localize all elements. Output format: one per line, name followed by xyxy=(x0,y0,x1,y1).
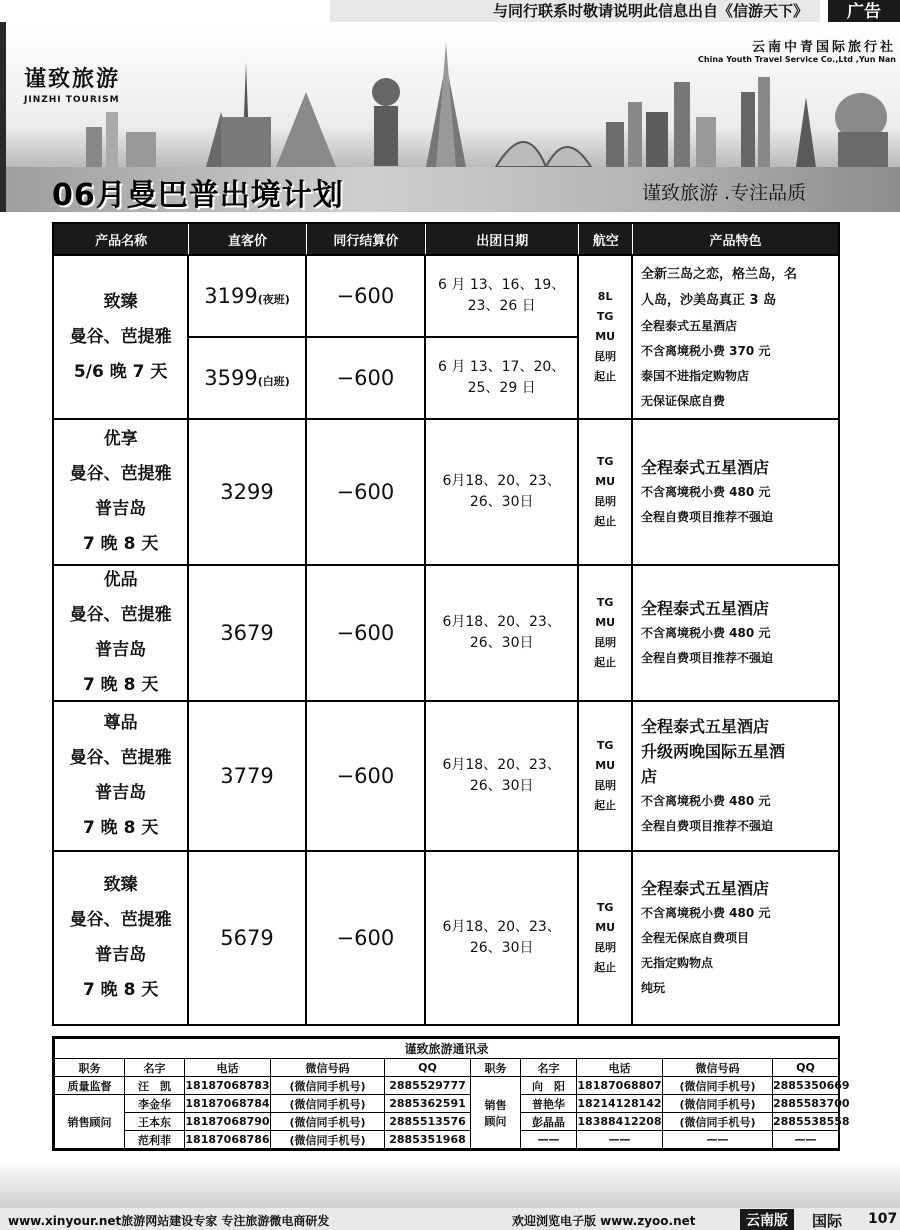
features: 全新三岛之恋，格兰岛，名 人岛，沙美岛真正 3 岛 全程泰式五星酒店 不含离境税小费 370 元 泰国不进指定购物店 无保证保底自费 xyxy=(641,267,798,408)
table-row xyxy=(54,700,838,850)
departure-dates: 6 月 13、16、19、 23、26 日 6 月 13、17、20、 25、29 日 xyxy=(426,256,579,418)
airline: TG MU 昆明 起止 xyxy=(579,852,633,1024)
departure-dates: 6月18、20、23、 26、30日 xyxy=(426,852,579,1024)
retail-price: 3679 xyxy=(189,566,306,700)
header-trade-price: 同行结算价 xyxy=(307,224,426,254)
banner xyxy=(0,22,900,212)
trade-price: −600 xyxy=(307,702,426,850)
jinzhi-logo xyxy=(24,62,120,105)
trade-price: −600 xyxy=(307,420,426,564)
departure-dates: 6月18、20、23、 26、30日 xyxy=(426,702,579,850)
contact-row: 销售顾问 李金华 18187068784 (微信同手机号) 2885362591 普艳华 18214128142 (微信同手机号) 2885583700 xyxy=(55,1095,839,1113)
product-name: 致臻 曼谷、芭提雅 普吉岛 7 晚 8 天 xyxy=(54,852,189,1024)
product-name: 尊品 曼谷、芭提雅 普吉岛 7 晚 8 天 xyxy=(54,702,189,850)
page-title: 06月曼巴普出境计划 xyxy=(52,178,344,212)
header-airline: 航空 xyxy=(579,224,633,254)
features: 全程泰式五星酒店 升级两晚国际五星酒 店 不含离境税小费 480 元 全程自费项目推荐不强迫 xyxy=(641,716,786,833)
agency-cn: 云南中青国际旅行社 xyxy=(751,40,896,55)
table-row xyxy=(54,254,838,418)
product-name: 优享 曼谷、芭提雅 普吉岛 7 晚 8 天 xyxy=(54,420,189,564)
retail-price: 3199 (夜班) 3599 (白班) xyxy=(189,256,306,418)
bottom-decoration xyxy=(0,1160,900,1208)
role-sales-right: 销售 顾问 xyxy=(471,1077,521,1149)
airline: 8L TG MU 昆明 起止 xyxy=(579,256,633,418)
trade-price: −600 −600 xyxy=(307,256,426,418)
retail-price: 3299 xyxy=(189,420,306,564)
product-name: 优品 曼谷、芭提雅 普吉岛 7 晚 8 天 xyxy=(54,566,189,700)
page-number: 107 xyxy=(868,1211,898,1227)
logo-cn: 谨致旅游 xyxy=(24,66,121,92)
table-row xyxy=(54,564,838,700)
departure-dates: 6月18、20、23、 26、30日 xyxy=(426,420,579,564)
contact-row: 质量监督 汪 凯 18187068783 (微信同手机号) 2885529777 销售 顾问 向 阳 18187068807 (微信同手机号) 2885350669 xyxy=(55,1077,839,1095)
footer-ebook[interactable]: 欢迎浏览电子版 www.zyoo.net xyxy=(512,1214,696,1228)
tour-table xyxy=(52,222,840,1026)
slogan: 谨致旅游 .专注品质 xyxy=(642,182,807,204)
header-retail-price: 直客价 xyxy=(189,224,306,254)
contact-row: 王本东 18187068790 (微信同手机号) 2885513576 彭晶晶 18388412208 (微信同手机号) 2885538558 xyxy=(55,1113,839,1131)
header-dates: 出团日期 xyxy=(426,224,579,254)
agency-name xyxy=(626,36,896,64)
ad-tag: 广告 xyxy=(828,0,900,24)
top-bar xyxy=(0,0,900,22)
contact-row: 范利菲 18187068786 (微信同手机号) 2885351968 —— —— —— —— xyxy=(55,1131,839,1149)
departure-dates: 6月18、20、23、 26、30日 xyxy=(426,566,579,700)
contact-header: 职务 名字 电话 微信号码 QQ 职务 名字 电话 微信号码 QQ xyxy=(55,1059,839,1077)
header-features: 产品特色 xyxy=(709,233,762,249)
airline: TG MU 昆明 起止 xyxy=(579,420,633,564)
source-notice: 与同行联系时敬请说明此信息出自《信游天下》 xyxy=(330,0,820,22)
trade-price: −600 xyxy=(307,852,426,1024)
section-label: 国际 xyxy=(812,1212,843,1230)
table-row xyxy=(54,850,838,1024)
features: 全程泰式五星酒店 不含离境税小费 480 元 全程自费项目推荐不强迫 xyxy=(641,598,774,665)
airline: TG MU 昆明 起止 xyxy=(579,702,633,850)
contact-title: 谨致旅游通讯录 xyxy=(55,1039,839,1059)
product-name: 致臻 曼谷、芭提雅 5/6 晚 7 天 xyxy=(54,256,189,418)
airline: TG MU 昆明 起止 xyxy=(579,566,633,700)
trade-price: −600 xyxy=(307,566,426,700)
contact-directory xyxy=(52,1036,850,1151)
edition-badge: 云南版 xyxy=(740,1209,794,1230)
footer-website[interactable]: www.xinyour.net旅游网站建设专家 专注旅游微电商研发 xyxy=(8,1214,330,1228)
retail-price: 3779 xyxy=(189,702,306,850)
features: 全程泰式五星酒店 不含离境税小费 480 元 全程无保底自费项目 无指定购物点 纯玩 xyxy=(641,878,771,995)
table-header xyxy=(54,224,838,254)
retail-price: 5679 xyxy=(189,852,306,1024)
agency-en: China Youth Travel Service Co.,Ltd ,Yun Nan xyxy=(698,55,896,64)
features: 全程泰式五星酒店 不含离境税小费 480 元 全程自费项目推荐不强迫 xyxy=(641,457,774,524)
header-product: 产品名称 xyxy=(54,224,189,254)
footer xyxy=(0,1208,900,1230)
logo-en: JINZHI TOURISM xyxy=(24,95,120,105)
table-row xyxy=(54,418,838,564)
